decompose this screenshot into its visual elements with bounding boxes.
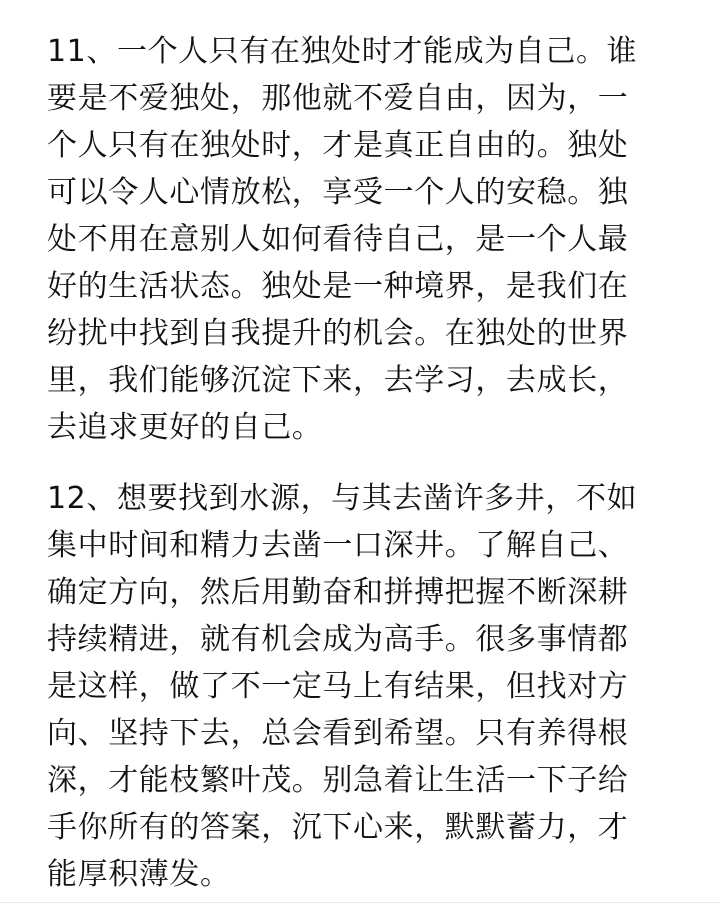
text-line: 要是不爱独处，那他就不爱自由，因为，一: [47, 81, 629, 116]
text-line: 去追求更好的自己。: [47, 410, 323, 445]
text-line: 深，才能枝繁叶茂。别急着让生活一下子给: [47, 763, 629, 798]
text-line: 处不用在意别人如何看待自己，是一个人最: [47, 222, 629, 257]
text-line: 12、想要找到水源，与其去凿许多井，不如: [47, 481, 638, 516]
text-line: 里，我们能够沉淀下来，去学习，去成长，: [47, 363, 629, 398]
text-line: 持续精进，就有机会成为高手。很多事情都: [47, 622, 629, 657]
text-line: 可以令人心情放松，享受一个人的安稳。独: [47, 175, 629, 210]
text-line: 好的生活状态。独处是一种境界，是我们在: [47, 269, 629, 304]
text-line: 确定方向，然后用勤奋和拼搏把握不断深耕: [47, 575, 629, 610]
text-line: 集中时间和精力去凿一口深井。了解自己、: [47, 528, 629, 563]
text-line: 向、坚持下去，总会看到希望。只有养得根: [47, 716, 629, 751]
text-line: 是这样，做了不一定马上有结果，但找对方: [47, 669, 629, 704]
text-line: 11、一个人只有在独处时才能成为自己。谁: [47, 34, 638, 69]
bottom-divider: [0, 902, 720, 903]
text-line: 纷扰中找到自我提升的机会。在独处的世界: [47, 316, 629, 351]
paragraph-11: [47, 28, 687, 451]
text-line: 个人只有在独处时，才是真正自由的。独处: [47, 128, 629, 163]
text-line: 能厚积薄发。: [47, 857, 231, 892]
paragraph-12: [47, 475, 687, 898]
text-line: 手你所有的答案，沉下心来，默默蓄力，才: [47, 810, 629, 845]
